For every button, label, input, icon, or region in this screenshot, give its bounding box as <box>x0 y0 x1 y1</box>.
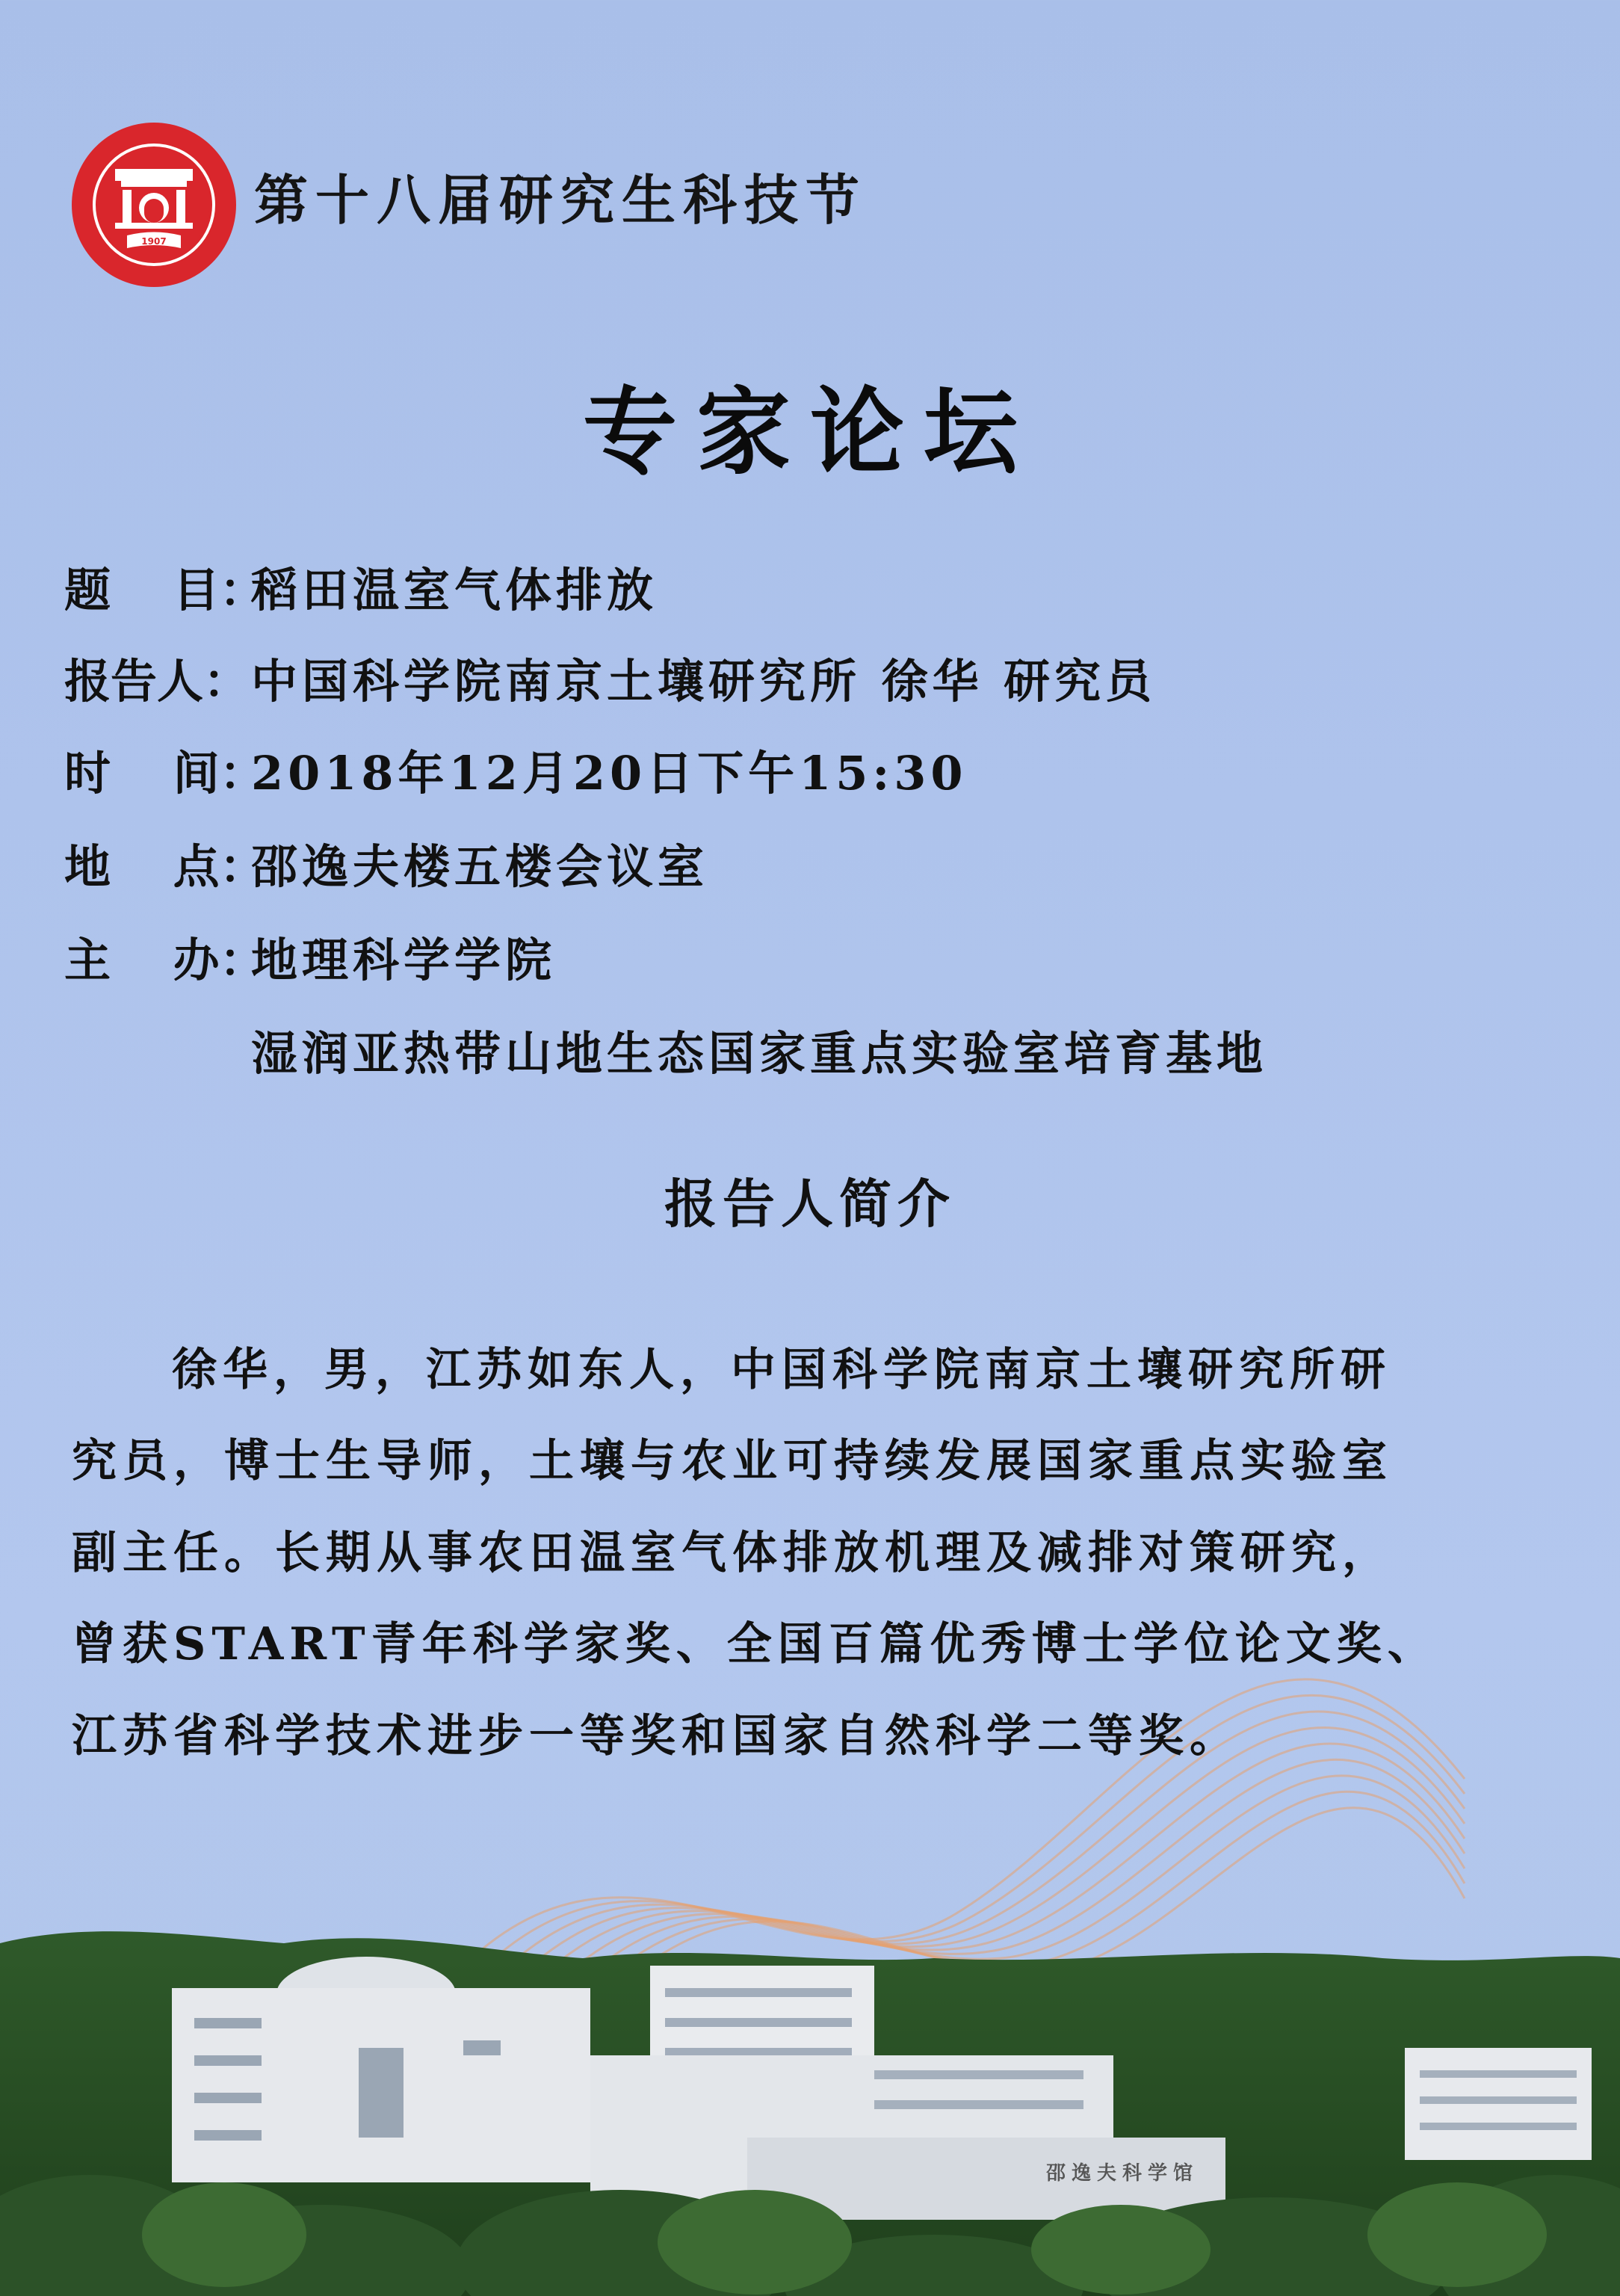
info-host <box>64 923 556 990</box>
bio-title: 报告人简介 <box>664 1173 956 1235</box>
bio-line: 徐华，男，江苏如东人，中国科学院南京土壤研究所研 <box>172 1344 1391 1396</box>
info-value: 中国科学院南京土壤研究所 徐华 研究员 <box>251 654 1157 709</box>
svg-text:邵逸夫科学馆: 邵逸夫科学馆 <box>1046 2162 1199 2185</box>
campus-photo <box>0 1913 1620 2296</box>
info-value: 邵逸夫楼五楼会议室 <box>251 839 709 894</box>
bio-line: 副主任。长期从事农田温室气体排放机理及减排对策研究， <box>72 1527 1393 1579</box>
info-value: 稻田温室气体排放 <box>251 563 658 617</box>
university-seal-icon <box>69 120 239 290</box>
page-title: 专家论坛 <box>583 377 1037 487</box>
info-speaker <box>64 644 1156 711</box>
info-label: 时 间： <box>64 746 266 800</box>
festival-title: 第十八届研究生科技节 <box>254 168 868 232</box>
info-value: 湿润亚热带山地生态国家重点实验室培育基地 <box>251 1026 1268 1081</box>
bio-line: 江苏省科学技术进步一等奖和国家自然科学二等奖。 <box>72 1710 1240 1762</box>
info-topic <box>64 553 658 620</box>
info-label: 地 点： <box>64 839 266 894</box>
svg-text:1907: 1907 <box>141 236 167 247</box>
info-label: 报告人： <box>64 654 250 709</box>
info-time <box>64 736 968 803</box>
bio-line: 究员，博士生导师，土壤与农业可持续发展国家重点实验室 <box>72 1435 1393 1487</box>
info-label: 主 办： <box>64 933 266 987</box>
info-value: 2018年12月20日下午15:30 <box>251 746 968 800</box>
info-host-2 <box>64 1016 1267 1083</box>
bio-line: 曾获START青年科学家奖、全国百篇优秀博士学位论文奖、 <box>72 1618 1438 1670</box>
info-value: 地理科学学院 <box>251 933 557 987</box>
info-location <box>64 830 708 896</box>
info-label: 题 目： <box>64 563 266 617</box>
